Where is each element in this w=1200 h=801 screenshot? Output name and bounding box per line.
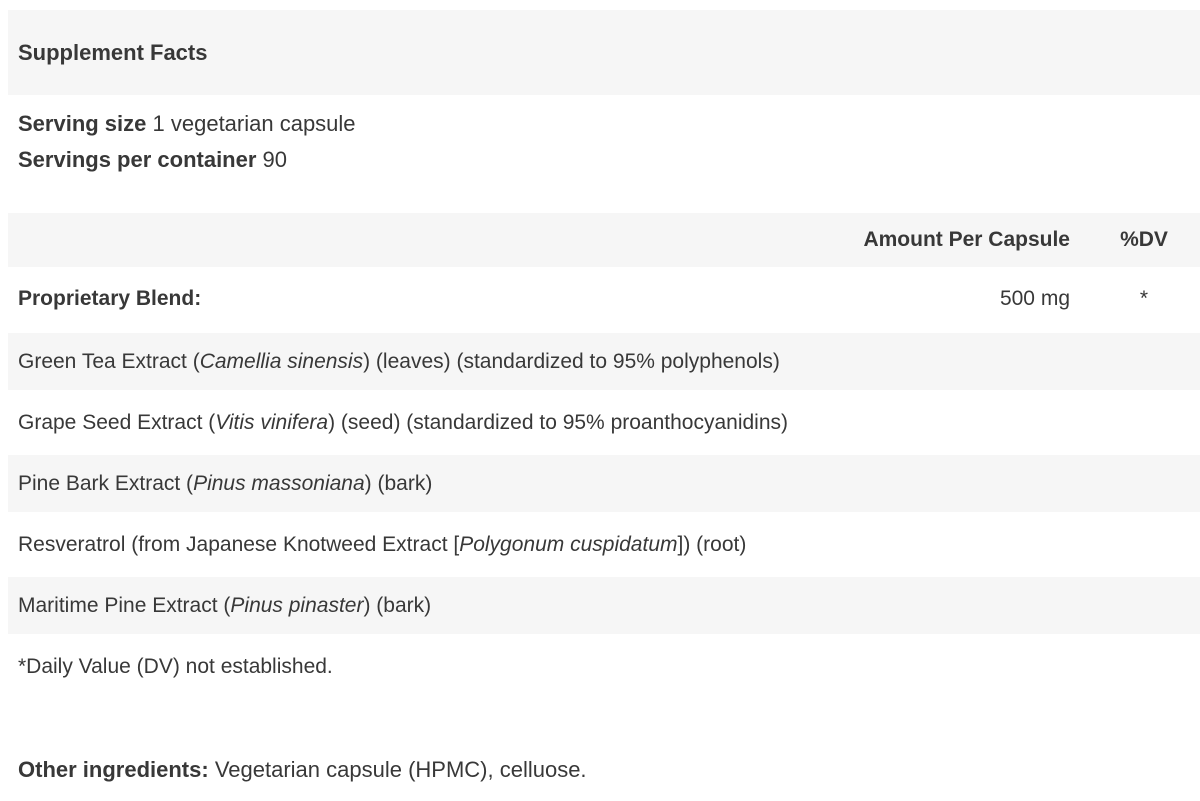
ingredient-name bbox=[18, 594, 1172, 618]
table-header-row bbox=[8, 213, 1200, 267]
other-ingredients-label: Other ingredients: bbox=[18, 757, 209, 782]
servings-per-container-line bbox=[18, 142, 1200, 178]
proprietary-blend-row bbox=[8, 267, 1200, 331]
botanical-name: Vitis vinifera bbox=[215, 410, 329, 434]
ingredient-rows bbox=[8, 331, 1200, 636]
ingredient-name bbox=[18, 472, 1172, 496]
botanical-name: Camellia sinensis bbox=[199, 349, 364, 373]
percent-dv-header: %DV bbox=[1120, 228, 1168, 251]
botanical-name: Pinus massoniana bbox=[193, 471, 365, 495]
ingredient-text: ) (bark) bbox=[363, 593, 432, 617]
ingredient-text: Pine Bark Extract ( bbox=[18, 471, 194, 495]
other-ingredients-value: Vegetarian capsule (HPMC), celluose. bbox=[214, 757, 587, 782]
ingredient-text: Resveratrol (from Japanese Knotweed Extract [ bbox=[18, 532, 460, 556]
serving-size-value: 1 vegetarian capsule bbox=[152, 111, 356, 136]
ingredient-text: Maritime Pine Extract ( bbox=[18, 593, 231, 617]
ingredient-text: ) (bark) bbox=[364, 471, 433, 495]
botanical-name: Pinus pinaster bbox=[230, 593, 364, 617]
ingredient-name bbox=[18, 533, 1172, 557]
ingredient-name bbox=[18, 350, 1172, 374]
proprietary-blend-name: Proprietary Blend: bbox=[18, 287, 202, 310]
facts-table bbox=[8, 213, 1200, 697]
ingredient-name bbox=[18, 411, 1172, 435]
supplement-facts-panel bbox=[8, 10, 1200, 788]
ingredient-text: ) (leaves) (standardized to 95% polyphenols) bbox=[363, 349, 780, 373]
other-ingredients-line bbox=[8, 752, 1200, 788]
proprietary-blend-amount: 500 mg bbox=[999, 287, 1070, 310]
serving-size-line bbox=[18, 106, 1200, 142]
servings-per-container-value: 90 bbox=[262, 147, 288, 172]
daily-value-footnote-row bbox=[8, 636, 1200, 697]
proprietary-blend-dv: * bbox=[1139, 287, 1149, 310]
serving-size-label: Serving size bbox=[18, 111, 147, 136]
serving-info bbox=[18, 106, 1200, 178]
ingredient-row bbox=[8, 575, 1200, 636]
ingredient-row bbox=[8, 453, 1200, 514]
ingredient-text: ) (seed) (standardized to 95% proanthocyanidins) bbox=[328, 410, 789, 434]
servings-per-container-label: Servings per container bbox=[18, 147, 257, 172]
ingredient-row bbox=[8, 392, 1200, 453]
daily-value-footnote: *Daily Value (DV) not established. bbox=[18, 654, 333, 678]
ingredient-row bbox=[8, 514, 1200, 575]
ingredient-row bbox=[8, 331, 1200, 392]
ingredient-text: Grape Seed Extract ( bbox=[18, 410, 216, 434]
ingredient-text: Green Tea Extract ( bbox=[18, 349, 200, 373]
supplement-facts-title: Supplement Facts bbox=[8, 10, 1200, 95]
botanical-name: Polygonum cuspidatum bbox=[459, 532, 678, 556]
ingredient-text: ]) (root) bbox=[677, 532, 747, 556]
amount-per-capsule-header: Amount Per Capsule bbox=[863, 228, 1070, 251]
